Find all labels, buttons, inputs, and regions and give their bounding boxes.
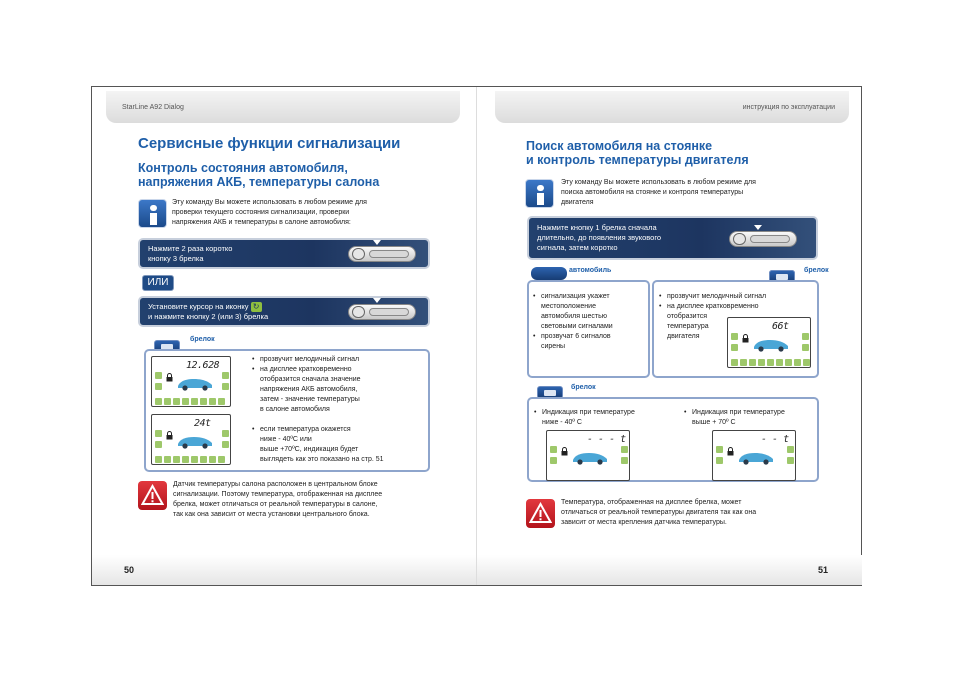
section-title-line: Контроль состояния автомобиля, bbox=[138, 161, 348, 175]
status-icon bbox=[218, 456, 225, 463]
instruction-banner bbox=[527, 216, 818, 260]
status-icon bbox=[222, 372, 229, 379]
list-item: • на дисплее кратковременно отобразится сначала значение напряжения АКБ автомобиля, затем - значение температуры в салоне автомобиля bbox=[252, 365, 428, 415]
lcd-display-temperature bbox=[151, 414, 231, 465]
status-icon bbox=[787, 457, 794, 464]
page-header: StarLine A92 Dialog bbox=[106, 91, 460, 123]
status-icon bbox=[550, 446, 557, 453]
status-icon bbox=[802, 333, 809, 340]
lcd-value: - - - t bbox=[587, 434, 626, 445]
status-icon bbox=[222, 383, 229, 390]
low-temp-note bbox=[534, 408, 674, 428]
page-51 bbox=[477, 87, 862, 585]
status-icon bbox=[776, 359, 783, 366]
list-item: • прозвучат 6 сигналов сирены bbox=[533, 332, 648, 352]
text-line: так как она зависит от места установки центрального блока. bbox=[173, 511, 370, 518]
status-icon bbox=[767, 359, 774, 366]
lcd-value: 12.628 bbox=[186, 360, 220, 371]
lock-icon bbox=[742, 334, 749, 343]
key-fob-icon bbox=[348, 304, 416, 320]
lock-icon bbox=[166, 373, 173, 382]
instruction-banner-2 bbox=[138, 296, 430, 327]
page-footer bbox=[92, 555, 476, 585]
status-icon bbox=[209, 398, 216, 405]
status-icon bbox=[621, 446, 628, 453]
info-icon bbox=[525, 179, 554, 208]
box-label: брелок bbox=[804, 267, 829, 274]
status-icon bbox=[182, 456, 189, 463]
lcd-display-low bbox=[546, 430, 630, 481]
title-line: Поиск автомобиля на стоянке bbox=[526, 139, 713, 153]
car-result-list bbox=[533, 292, 648, 352]
section-title-line: напряжения АКБ, температуры салона bbox=[138, 175, 380, 189]
info-text bbox=[172, 198, 367, 228]
warning-icon bbox=[138, 481, 167, 510]
status-icon bbox=[218, 398, 225, 405]
status-icon bbox=[155, 441, 162, 448]
status-icon bbox=[621, 457, 628, 464]
result-list-1 bbox=[252, 355, 428, 415]
lock-icon bbox=[166, 431, 173, 440]
lock-icon bbox=[727, 447, 734, 456]
warning-text bbox=[173, 480, 382, 520]
car-icon bbox=[571, 449, 609, 465]
banner-line: Установите курсор на иконку ↻ bbox=[148, 302, 268, 312]
status-icon bbox=[200, 456, 207, 463]
list-item: • Индикация при температуре ниже - 40º С bbox=[534, 408, 674, 428]
lcd-value: 66t bbox=[772, 321, 789, 332]
list-item: • сигнализация укажет местоположение автомобиля шестью световыми сигналами bbox=[533, 292, 648, 332]
fob-extreme-temp-box bbox=[527, 397, 819, 482]
text-line: двигателя bbox=[561, 199, 594, 206]
lcd-display-voltage bbox=[151, 356, 231, 407]
car-result-box bbox=[527, 280, 650, 378]
info-text bbox=[561, 178, 756, 208]
text-line: Эту команду Вы можете использовать в любом режиме для bbox=[172, 199, 367, 206]
status-icon bbox=[222, 441, 229, 448]
car-icon bbox=[752, 336, 790, 352]
page-number: 50 bbox=[124, 565, 135, 575]
status-icon bbox=[716, 457, 723, 464]
lcd-value: 24t bbox=[194, 418, 211, 429]
page-title: Сервисные функции сигнализации bbox=[138, 135, 401, 152]
fob-result-box bbox=[144, 349, 430, 472]
manual-spread bbox=[91, 86, 862, 586]
list-item: • если температура окажется ниже - 40ºС или выше +70ºС, индикация будет выглядеть как это показано на стр. 51 bbox=[252, 425, 428, 465]
key-fob-icon bbox=[348, 246, 416, 262]
status-icon bbox=[802, 344, 809, 351]
instruction-banner-1 bbox=[138, 238, 430, 269]
page-number: 51 bbox=[817, 565, 828, 575]
status-icon bbox=[155, 430, 162, 437]
status-icon bbox=[200, 398, 207, 405]
lock-icon bbox=[561, 447, 568, 456]
cursor-icon: ↻ bbox=[251, 302, 262, 312]
status-icon bbox=[731, 344, 738, 351]
warning-text bbox=[561, 498, 756, 528]
warning-icon bbox=[526, 499, 555, 528]
page-header: инструкция по эксплуатации bbox=[495, 91, 849, 123]
banner-line: Нажмите кнопку 1 брелка сначала bbox=[537, 223, 657, 232]
list-item: • Индикация при температуре выше + 70º С bbox=[684, 408, 817, 428]
text-line: сигнализации. Поэтому температура, отображенная на дисплее bbox=[173, 491, 383, 498]
status-icon bbox=[716, 446, 723, 453]
car-icon bbox=[176, 375, 214, 391]
lcd-display-high bbox=[712, 430, 796, 481]
text-line: Эту команду Вы можете использовать в любом режиме для bbox=[561, 179, 756, 186]
banner-line: сигнала, затем коротко bbox=[537, 243, 618, 252]
list-item: • прозвучит мелодичный сигнал bbox=[659, 292, 817, 302]
status-icon bbox=[749, 359, 756, 366]
status-icon bbox=[173, 456, 180, 463]
list-item: • прозвучит мелодичный сигнал bbox=[252, 355, 428, 365]
status-icon bbox=[182, 398, 189, 405]
page-footer bbox=[477, 555, 862, 585]
page-title bbox=[526, 139, 749, 167]
text-line: брелка, может отличаться от реальной температуры в салоне, bbox=[173, 501, 378, 508]
status-icon bbox=[222, 430, 229, 437]
lcd-display-engine-temp bbox=[727, 317, 811, 368]
text-line: Датчик температуры салона расположен в центральном блоке bbox=[173, 481, 378, 488]
text-line: напряжения АКБ и температуры в салоне автомобиля: bbox=[172, 219, 351, 226]
section-title bbox=[138, 161, 379, 189]
lcd-value: - - t bbox=[761, 434, 789, 445]
status-icon bbox=[785, 359, 792, 366]
text-line: Температура, отображенная на дисплее брелка, может bbox=[561, 499, 742, 506]
status-icon bbox=[794, 359, 801, 366]
box-label: брелок bbox=[571, 384, 596, 391]
banner-line: и нажмите кнопку 2 (или 3) брелка bbox=[148, 312, 269, 322]
status-icon bbox=[155, 372, 162, 379]
status-icon bbox=[803, 359, 810, 366]
list-item: • на дисплее кратковременно отобразится температура двигателя bbox=[659, 302, 817, 342]
car-icon bbox=[176, 433, 214, 449]
status-icon bbox=[173, 398, 180, 405]
banner-line: кнопку 3 брелка bbox=[148, 254, 204, 263]
status-icon bbox=[550, 457, 557, 464]
key-fob-icon bbox=[729, 231, 797, 247]
fob-result-box bbox=[652, 280, 819, 378]
status-icon bbox=[758, 359, 765, 366]
car-icon bbox=[737, 449, 775, 465]
status-icon bbox=[164, 398, 171, 405]
banner-line: длительно, до появления звукового bbox=[537, 233, 662, 242]
status-icon bbox=[191, 456, 198, 463]
status-icon bbox=[787, 446, 794, 453]
title-line: и контроль температуры двигателя bbox=[526, 153, 749, 167]
car-badge-icon bbox=[531, 267, 567, 280]
page-50 bbox=[92, 87, 476, 585]
box-label: брелок bbox=[190, 336, 215, 343]
status-icon bbox=[164, 456, 171, 463]
status-icon bbox=[740, 359, 747, 366]
status-icon bbox=[155, 456, 162, 463]
box-label: автомобиль bbox=[569, 267, 612, 274]
status-icon bbox=[155, 398, 162, 405]
status-icon bbox=[731, 333, 738, 340]
info-icon bbox=[138, 199, 167, 228]
result-list-2 bbox=[252, 425, 428, 465]
text-line: зависит от места крепления датчика температуры. bbox=[561, 519, 727, 526]
status-icon bbox=[731, 359, 738, 366]
status-icon bbox=[191, 398, 198, 405]
text-line: поиска автомобиля на стоянке и контроля температуры bbox=[561, 189, 744, 196]
status-icon bbox=[209, 456, 216, 463]
banner-line: Нажмите 2 раза коротко bbox=[148, 244, 233, 253]
text-line: отличаться от реальной температуры двигателя так как она bbox=[561, 509, 757, 516]
high-temp-note bbox=[684, 408, 817, 428]
status-icon bbox=[155, 383, 162, 390]
text-line: проверки текущего состояния сигнализации, проверки bbox=[172, 209, 350, 216]
or-badge: ИЛИ bbox=[142, 275, 174, 291]
